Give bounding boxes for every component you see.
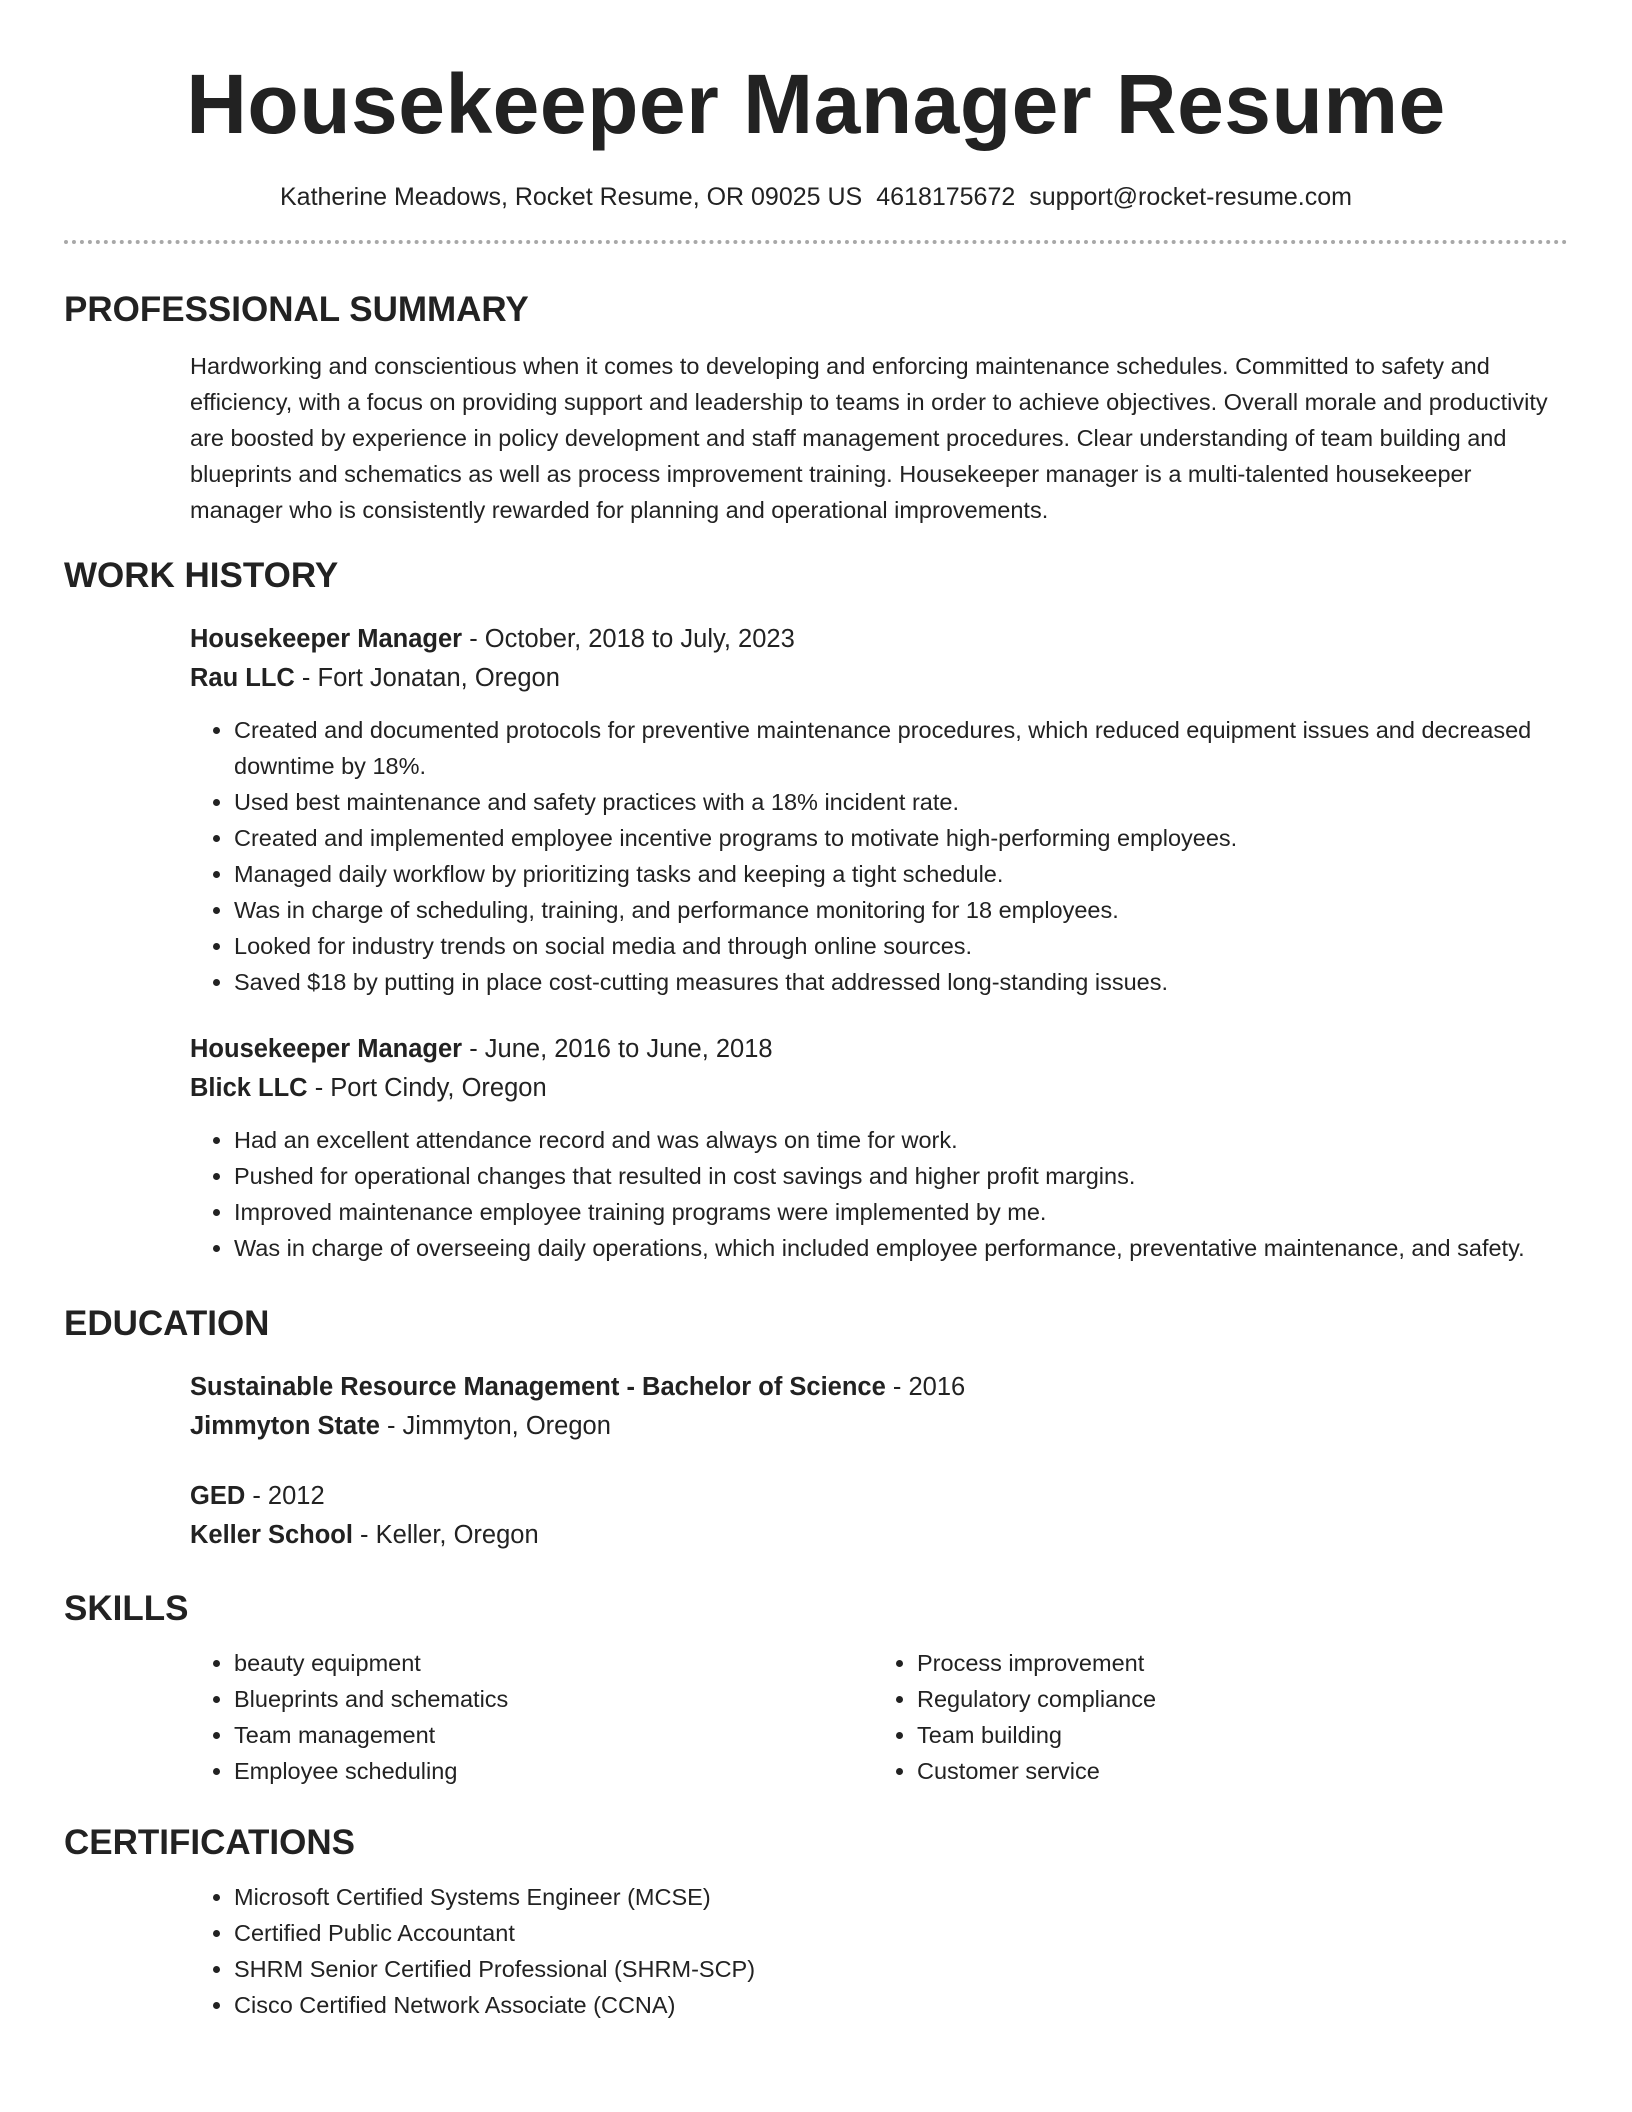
page-title: Housekeeper Manager Resume (186, 57, 1446, 151)
contact-address: Katherine Meadows, Rocket Resume, OR 09025 US (280, 183, 863, 211)
degree-line (190, 1368, 1556, 1407)
education-section (64, 1368, 1568, 1555)
job-bullet-list (190, 1122, 1556, 1266)
list-item: • Team building (917, 1717, 1556, 1753)
degree-year: - 2012 (245, 1482, 325, 1510)
degree: GED (190, 1482, 246, 1510)
school: Jimmyton State (190, 1412, 380, 1440)
skills-grid (190, 1645, 1556, 1789)
school: Keller School (190, 1521, 353, 1549)
school-location: - Keller, Oregon (352, 1521, 539, 1549)
job-title-line (190, 1030, 1556, 1069)
degree-line (190, 1477, 1556, 1516)
header-divider (64, 240, 1568, 244)
list-item: • Created and documented protocols for preventive maintenance procedures, which reduced equipment issues and decreased downtime by 18%. (234, 712, 1556, 784)
work-history-section (64, 620, 1568, 1266)
job-company-line (190, 1069, 1556, 1108)
job-company: Rau LLC (190, 664, 295, 692)
certifications-section (64, 1879, 1568, 2023)
list-item: • Had an excellent attendance record and was always on time for work. (234, 1122, 1556, 1158)
skills-list-left (190, 1645, 873, 1789)
list-item: • Improved maintenance employee training programs were implemented by me. (234, 1194, 1556, 1230)
list-item: • Regulatory compliance (917, 1681, 1556, 1717)
education-entry (190, 1477, 1556, 1555)
list-item: • SHRM Senior Certified Professional (SHRM-SCP) (234, 1951, 1556, 1987)
certifications-heading: CERTIFICATIONS (64, 1823, 356, 1862)
skills-list-right (873, 1645, 1556, 1789)
job-location: - Fort Jonatan, Oregon (294, 664, 560, 692)
summary-section (64, 348, 1568, 528)
school-line (190, 1516, 1556, 1555)
job-company-line (190, 659, 1556, 698)
job-dates: - October, 2018 to July, 2023 (462, 625, 795, 653)
job-title: Housekeeper Manager (190, 1035, 463, 1063)
contact-email: support@rocket-resume.com (1029, 183, 1352, 211)
list-item: • Was in charge of scheduling, training, and performance monitoring for 18 employees. (234, 892, 1556, 928)
list-item: • Certified Public Accountant (234, 1915, 1556, 1951)
job-entry (190, 1030, 1556, 1266)
list-item: • Blueprints and schematics (234, 1681, 873, 1717)
list-item: • Looked for industry trends on social media and through online sources. (234, 928, 1556, 964)
school-location: - Jimmyton, Oregon (379, 1412, 611, 1440)
list-item: • Created and implemented employee incentive programs to motivate high-performing employees. (234, 820, 1556, 856)
job-dates: - June, 2016 to June, 2018 (462, 1035, 773, 1063)
degree-year: - 2016 (885, 1373, 966, 1401)
list-item: • Microsoft Certified Systems Engineer (MCSE) (234, 1879, 1556, 1915)
list-item: • Customer service (917, 1753, 1556, 1789)
list-item: • Was in charge of overseeing daily operations, which included employee performance, preventative maintenance, and safety. (234, 1230, 1556, 1266)
list-item: • Process improvement (917, 1645, 1556, 1681)
job-company: Blick LLC (190, 1074, 308, 1102)
list-item: • beauty equipment (234, 1645, 873, 1681)
list-item: • Pushed for operational changes that resulted in cost savings and higher profit margins. (234, 1158, 1556, 1194)
contact-phone: 4618175672 (876, 183, 1016, 211)
certifications-list (190, 1879, 1556, 2023)
summary-heading: PROFESSIONAL SUMMARY (64, 290, 529, 329)
summary-text: Hardworking and conscientious when it comes to developing and enforcing maintenance schedules. Committed to safety and efficiency, with a focus on providing support and leadership to teams in order to achieve objectives. Overall morale and productivity are boosted by experience in policy development and staff management procedures. Clear understanding of team building and blueprints and schematics as well as process improvement training. Housekeeper manager is a multi-talented housekeeper manager who is consistently rewarded for planning and operational improvements. (190, 353, 1548, 523)
list-item: • Saved $18 by putting in place cost-cutting measures that addressed long-standing issues. (234, 964, 1556, 1000)
list-item: • Managed daily workflow by prioritizing tasks and keeping a tight schedule. (234, 856, 1556, 892)
job-title-line (190, 620, 1556, 659)
skills-heading: SKILLS (64, 1589, 189, 1628)
list-item: • Used best maintenance and safety practices with a 18% incident rate. (234, 784, 1556, 820)
list-item: • Employee scheduling (234, 1753, 873, 1789)
job-title: Housekeeper Manager (190, 625, 463, 653)
education-entry (190, 1368, 1556, 1446)
school-line (190, 1407, 1556, 1446)
job-bullet-list (190, 712, 1556, 1000)
job-location: - Port Cindy, Oregon (307, 1074, 547, 1102)
contact-line (64, 180, 1568, 214)
job-entry (190, 620, 1556, 1000)
education-heading: EDUCATION (64, 1304, 270, 1343)
list-item: • Cisco Certified Network Associate (CCNA) (234, 1987, 1556, 2023)
list-item: • Team management (234, 1717, 873, 1753)
degree: Sustainable Resource Management - Bachelor of Science (190, 1373, 886, 1401)
work-history-heading: WORK HISTORY (64, 556, 339, 595)
skills-section (64, 1645, 1568, 1789)
